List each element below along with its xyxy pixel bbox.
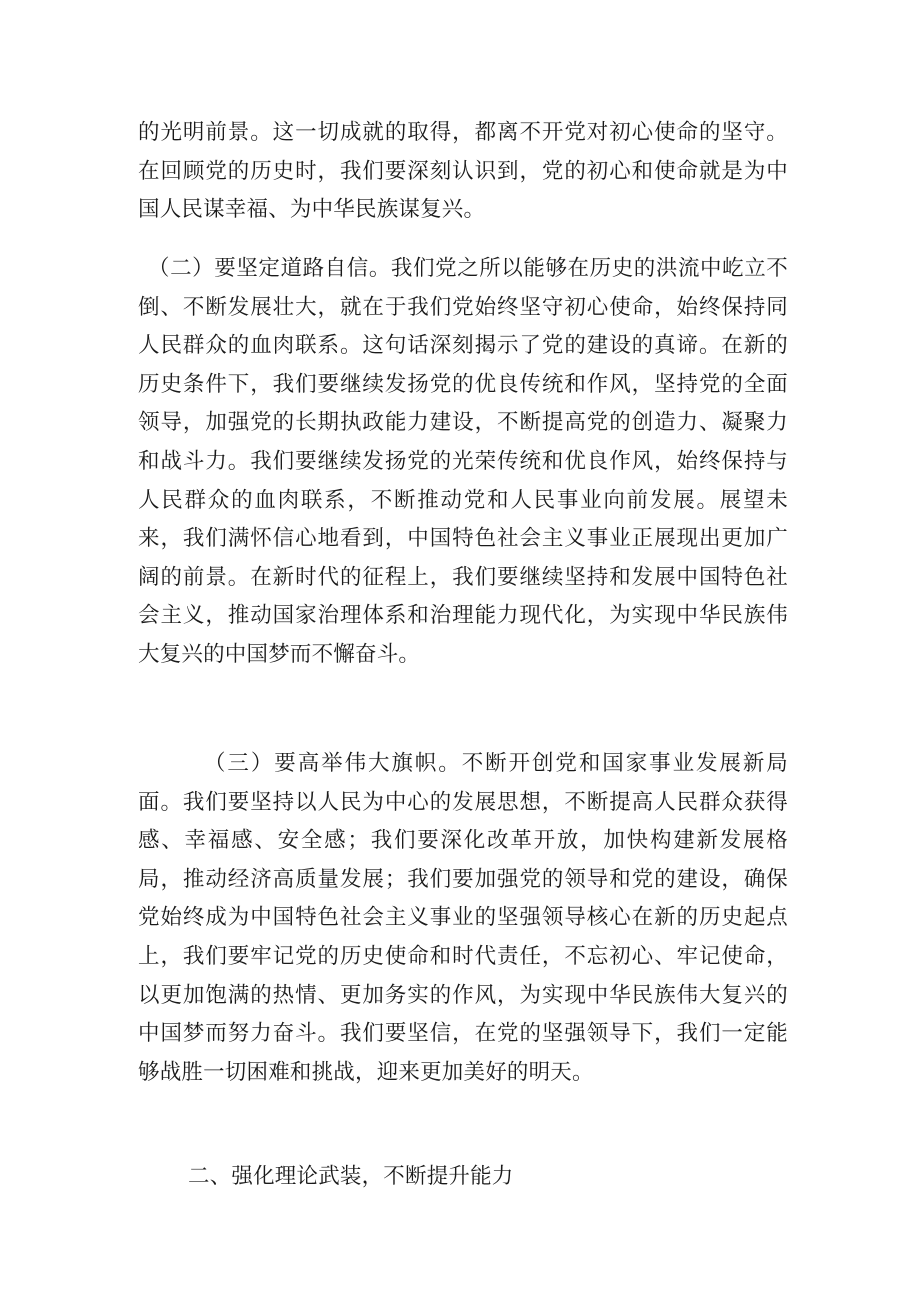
paragraph-continuation: 的光明前景。这一切成就的取得，都离不开党对初心使命的坚守。在回顾党的历史时，我们要深刻认识到，党的初心和使命就是为中国人民谋幸福、为中华民族谋复兴。 bbox=[138, 120, 788, 223]
paragraph-road-confidence: （二）要坚定道路自信。我们党之所以能够在历史的洪流中屹立不倒、不断发展壮大，就在于我们党始终坚守初心使命，始终保持同人民群众的血肉联系。这句话深刻揭示了党的建设的真谛。在新的历史条件下，我们要继续发扬党的优良传统和作风，坚持党的全面领导，加强党的长期执政能力建设，不断提高党的创造力、凝聚力和战斗力。我们要继续发扬党的光荣传统和优良作风，始终保持与人民群众的血肉联系，不断推动党和人民事业向前发展。展望未来，我们满怀信心地看到，中国特色社会主义事业正展现出更加广阔的前景。在新时代的征程上，我们要继续坚持和发展中国特色社会主义，推动国家治理体系和治理能力现代化，为实现中华民族伟大复兴的中国梦而不懈奋斗。 bbox=[138, 256, 788, 667]
paragraph-great-banner: （三）要高举伟大旗帜。不断开创党和国家事业发展新局面。我们要坚持以人民为中心的发展思想，不断提高人民群众获得感、幸福感、安全感；我们要深化改革开放，加快构建新发展格局，推动经济高质量发展；我们要加强党的领导和党的建设，确保党始终成为中国特色社会主义事业的坚强领导核心在新的历史起点上，我们要牢记党的历史使命和时代责任，不忘初心、牢记使命，以更加饱满的热情、更加务实的作风，为实现中华民族伟大复兴的中国梦而努力奋斗。我们要坚信，在党的坚强领导下，我们一定能够战胜一切困难和挑战，迎来更加美好的明天。 bbox=[138, 751, 788, 1085]
section-heading: 二、强化理论武装，不断提升能力 bbox=[188, 1164, 514, 1189]
